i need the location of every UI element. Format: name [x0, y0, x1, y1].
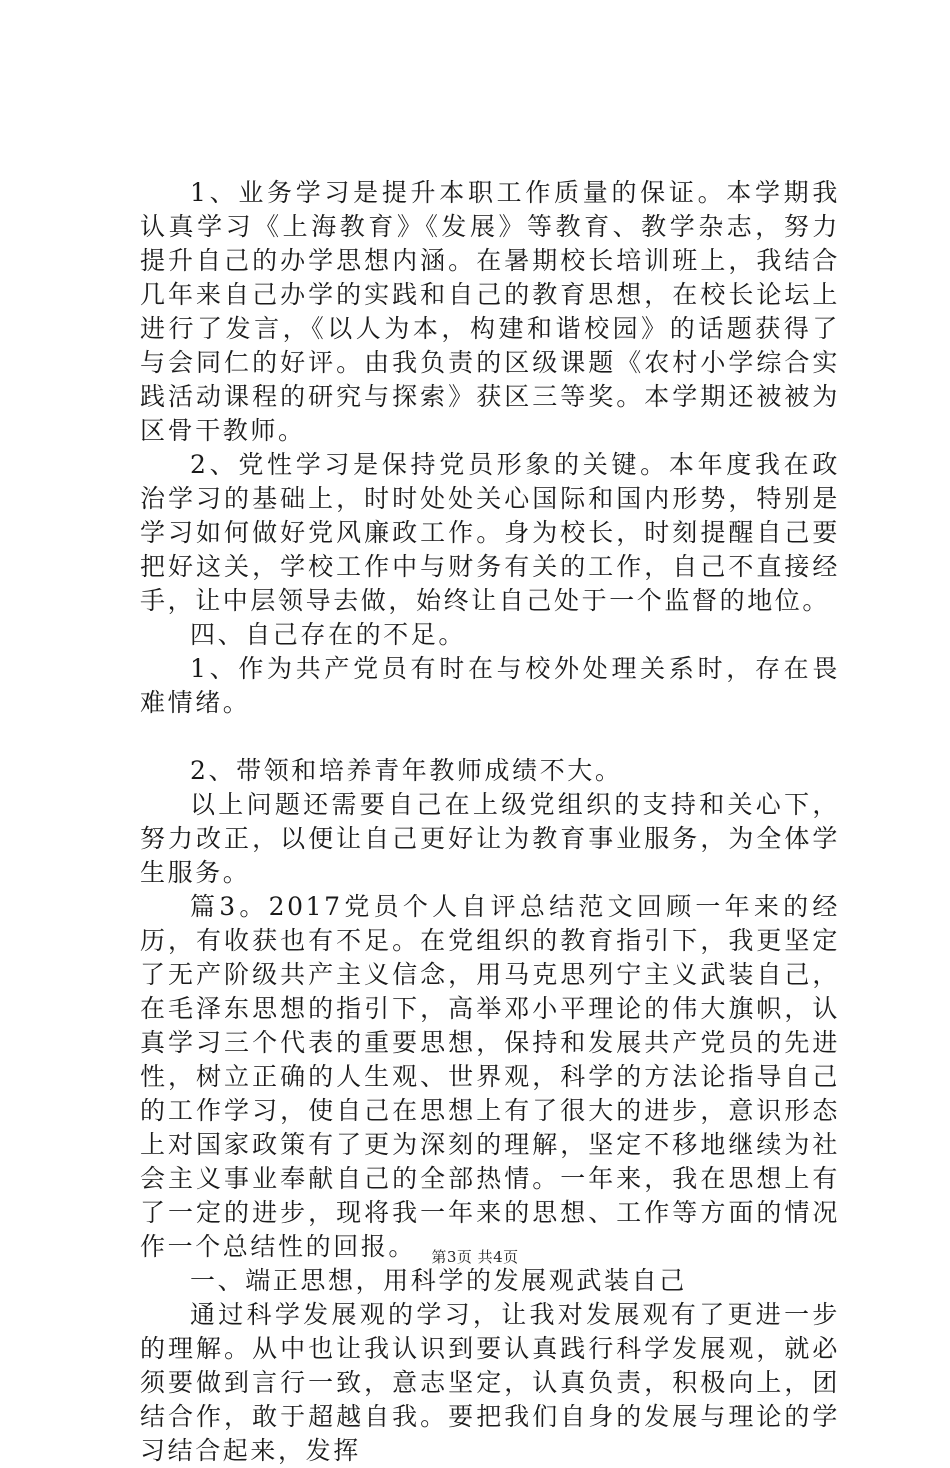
section-heading-shortcomings: 四、自己存在的不足。 — [190, 620, 467, 649]
paragraph-shortcoming-1: 1、作为共产党员有时在与校外处理关系时，存在畏难情绪。 — [140, 654, 840, 717]
paragraph-shortcoming-2: 2、带领和培养青年教师成绩不大。 — [190, 756, 623, 785]
paragraph-improvement: 以上问题还需要自己在上级党组织的支持和关心下，努力改正，以便让自己更好让为教育事业服务，为全体学生服务。 — [140, 790, 840, 887]
paragraph-article-3-intro: 篇3。2017党员个人自评总结范文回顾一年来的经历，有收获也有不足。在党组织的教育指引下，我更坚定了无产阶级共产主义信念，用马克思列宁主义武装自己，在毛泽东思想的指引下，高举邓小平理论的伟大旗帜，认真学习三个代表的重要思想，保持和发展共产党员的先进性，树立正确的人生观、世界观，科学的方法论指导自己的工作学习，使自己在思想上有了很大的进步，意识形态上对国家政策有了更为深刻的理解，坚定不移地继续为社会主义事业奉献自己的全部热情。一年来，我在思想上有了一定的进步，现将我一年来的思想、工作等方面的情况作一个总结性的回报。 — [140, 892, 840, 1261]
page-number-footer: 第3页 共4页 — [431, 1248, 519, 1266]
document-body — [140, 176, 840, 1468]
paragraph-business-study: 1、业务学习是提升本职工作质量的保证。本学期我认真学习《上海教育》《发展》等教育、教学杂志，努力提升自己的办学思想内涵。在暑期校长培训班上，我结合几年来自己办学的实践和自己的教育思想，在校长论坛上进行了发言，《以人为本，构建和谐校园》的话题获得了与会同仁的好评。由我负责的区级课题《农村小学综合实践活动课程的研究与探索》获区三等奖。本学期还被被为区骨干教师。 — [140, 178, 840, 445]
section-heading-correct-thinking: 一、端正思想，用科学的发展观武装自己 — [190, 1266, 687, 1295]
paragraph-scientific-development: 通过科学发展观的学习，让我对发展观有了更进一步的理解。从中也让我认识到要认真践行科学发展观，就必须要做到言行一致，意志坚定，认真负责，积极向上，团结合作，敢于超越自我。要把我们自身的发展与理论的学习结合起来，发挥 — [140, 1300, 840, 1465]
paragraph-party-study: 2、党性学习是保持党员形象的关键。本年度我在政治学习的基础上，时时处处关心国际和国内形势，特别是学习如何做好党风廉政工作。身为校长，时刻提醒自己要把好这关，学校工作中与财务有关的工作，自己不直接经手，让中层领导去做，始终让自己处于一个监督的地位。 — [140, 450, 840, 615]
